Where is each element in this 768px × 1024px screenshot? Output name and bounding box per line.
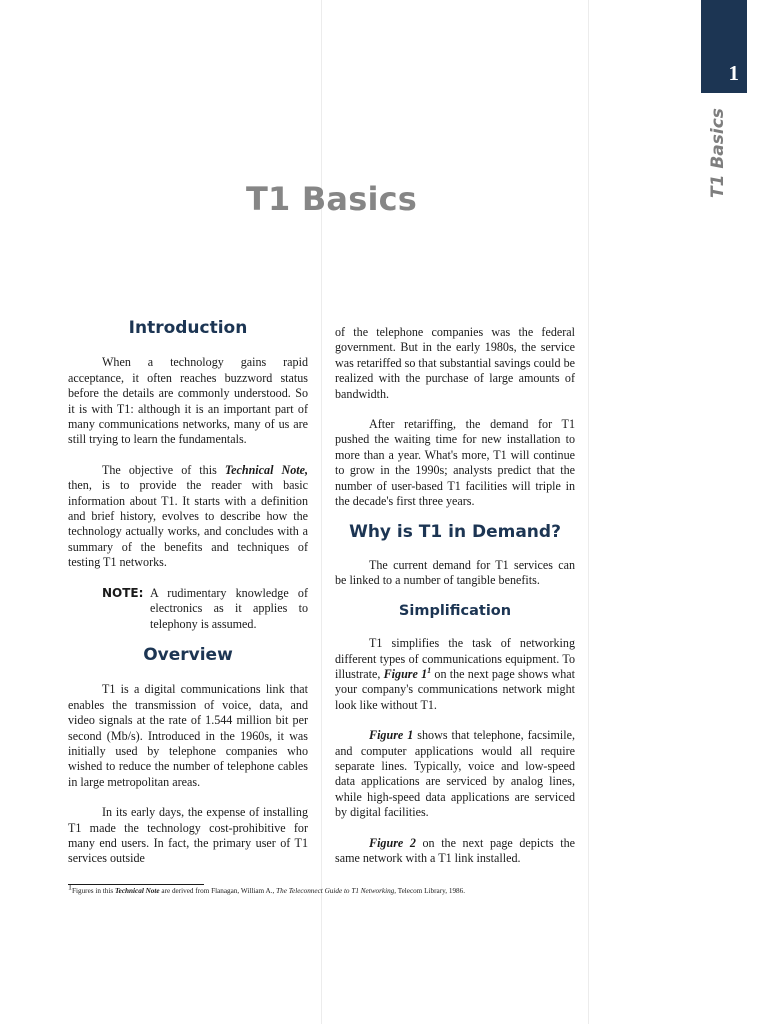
demand-heading: Why is T1 in Demand? bbox=[349, 522, 561, 543]
simplification-paragraph: T1 simplifies the task of networking different types of communications equipment. To illustrate, Figure $1^1$ on the next page shows what your company's communications network might look like without T1. bbox=[335, 636, 575, 712]
retariff-paragraph: After retariffing, the demand for T1 pushed the waiting time for new installation to more than a year. What's more, T1 will continue to grow in the 1990s; analysts predict that the number of user-based T1 facilities will triple in the decade's first three years. bbox=[335, 417, 575, 509]
early-days-paragraph: In its early days, the expense of installing T1 made the technology cost-prohibitive for many end users. In fact, the primary user of T1 services outside bbox=[68, 805, 308, 866]
introduction-heading: Introduction bbox=[128, 318, 248, 338]
figure-1-paragraph: Figure 1 shows that telephone, facsimile, and computer applications would all require separate lines. Typically, voice and low-speed data applications are serviced by analog lines, while high-speed data applications are serviced by digital facilities. bbox=[335, 728, 575, 820]
column-guide-line bbox=[321, 0, 322, 1024]
chapter-tab bbox=[701, 0, 747, 93]
figure-2-reference: Figure 2 bbox=[369, 835, 416, 850]
figure-1-reference: Figure 1 bbox=[369, 728, 414, 743]
demand-paragraph: The current demand for T1 services can be linked to a number of tangible benefits. bbox=[335, 557, 575, 588]
simplification-heading: Simplification bbox=[398, 602, 512, 619]
left-column bbox=[68, 318, 308, 867]
side-chapter-label: T1 Basics bbox=[708, 108, 728, 198]
overview-paragraph: T1 is a digital communications link that enables the transmission of voice, data, and video signals at the rate of 1.544 million bit per second (Mb/s). Introduced in the 1960s, it was initially used by telephone companies who wished to reduce the number of telephone cables in large metropolitan areas. bbox=[68, 682, 308, 789]
right-column bbox=[335, 325, 575, 866]
note-text: A rudimentary knowledge of electronics as it applies to telephony is assumed. bbox=[150, 585, 308, 631]
note-label: NOTE: bbox=[102, 585, 144, 600]
footnote: $^1$Figures in this Technical Note are derived from Flanagan, William A., The Teleconnect Guide to T1 Networking, Telecom Library, 1986. bbox=[68, 882, 466, 895]
column-guide-line bbox=[588, 0, 589, 1024]
overview-heading: Overview bbox=[143, 644, 233, 665]
technical-note-emphasis: Technical Note, bbox=[224, 462, 308, 477]
footnote-divider bbox=[68, 884, 204, 885]
objective-paragraph: The objective of this Technical Note, then, is to provide the reader with basic information about T1. It starts with a definition and brief history, evolves to describe how the technology actually works, and concludes with a summary of the benefits and techniques of testing T1 networks. bbox=[68, 462, 308, 570]
continued-paragraph: of the telephone companies was the federal government. But in the early 1980s, the service was retariffed so that substantial savings could be realized with the purchase of large amounts of bandwidth. bbox=[335, 325, 575, 401]
note-block bbox=[68, 586, 308, 632]
figure-2-paragraph: Figure 2 on the next page depicts the same network with a T1 link installed. bbox=[335, 835, 575, 865]
page-title: T1 Basics bbox=[246, 180, 418, 218]
page-number: 1 bbox=[728, 61, 739, 85]
intro-paragraph: When a technology gains rapid acceptance, it often reaches buzzword status before the details are commonly understood. So it is with T1: although it is an important part of many communications networks, many of us are still trying to learn the fundamentals. bbox=[68, 355, 308, 447]
figure-1-reference: Figure 1 bbox=[383, 666, 428, 681]
